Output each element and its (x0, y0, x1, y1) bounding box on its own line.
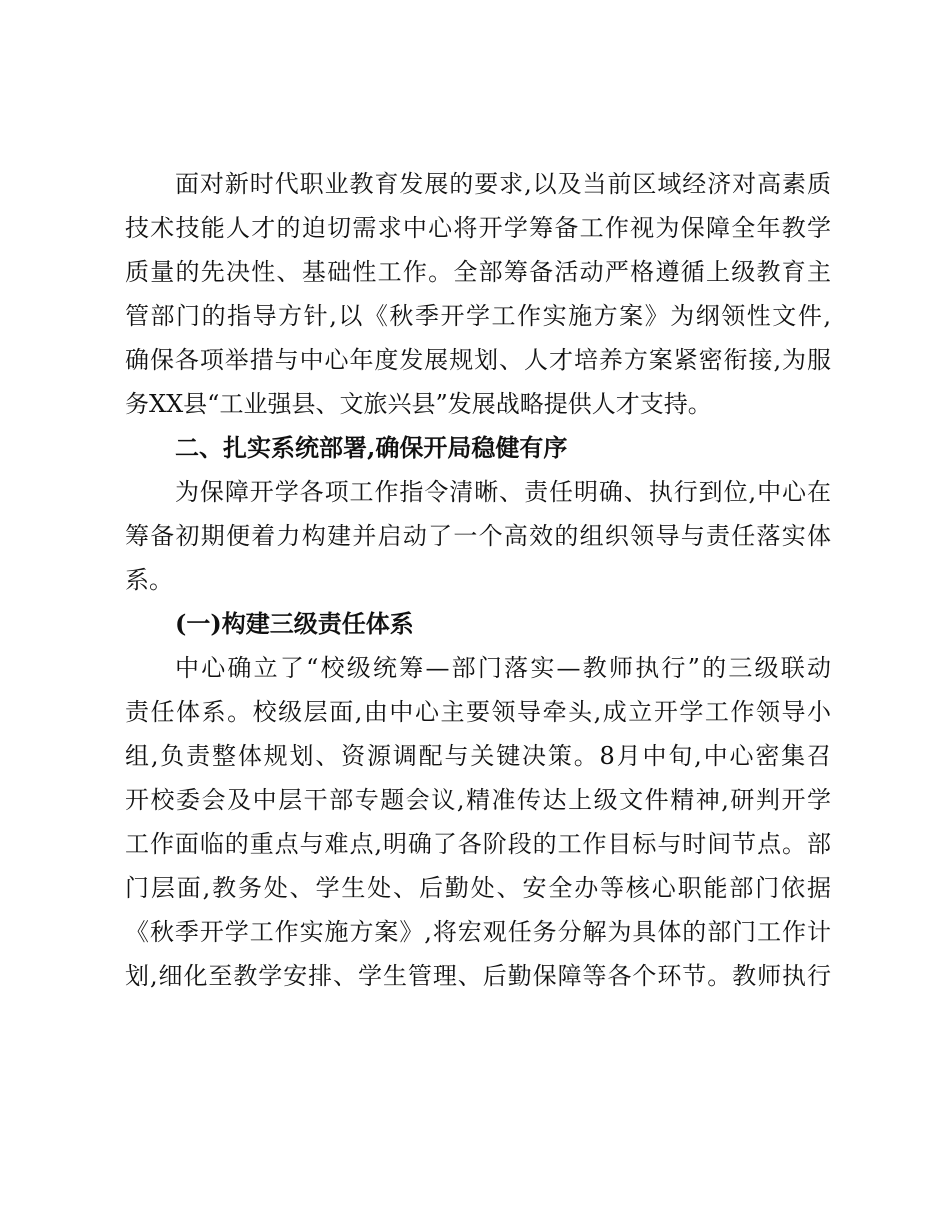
text-line: 确保各项举措与中心年度发展规划、人才培养方案紧密衔接,为服 (125, 346, 831, 374)
text-line: 中心确立了“校级统筹—部门落实—教师执行”的三级联动 (175, 654, 831, 682)
text-line: 组,负责整体规划、资源调配与关键决策。8月中旬,中心密集召 (125, 742, 831, 770)
text-line: 质量的先决性、基础性工作。全部筹备活动严格遵循上级教育主 (125, 258, 831, 286)
text-line: 工作面临的重点与难点,明确了各阶段的工作目标与时间节点。部 (125, 830, 831, 858)
text-line: 系。 (125, 566, 173, 594)
text-line: 划,细化至教学安排、学生管理、后勤保障等各个环节。教师执行 (125, 962, 831, 990)
text-line: 务XX县“工业强县、文旅兴县”发展战略提供人才支持。 (125, 390, 712, 418)
document-page (125, 162, 831, 998)
text-line: 门层面,教务处、学生处、后勤处、安全办等核心职能部门依据 (125, 874, 831, 902)
text-line: 开校委会及中层干部专题会议,精准传达上级文件精神,研判开学 (125, 786, 831, 814)
section-heading: 二、扎实系统部署,确保开局稳健有序 (175, 433, 568, 462)
text-line: 管部门的指导方针,以《秋季开学工作实施方案》为纲领性文件, (125, 302, 831, 330)
text-line: 筹备初期便着力构建并启动了一个高效的组织领导与责任落实体 (125, 522, 831, 550)
text-line: 《秋季开学工作实施方案》,将宏观任务分解为具体的部门工作计 (125, 918, 831, 946)
section-heading: (一)构建三级责任体系 (175, 609, 414, 638)
text-line: 面对新时代职业教育发展的要求,以及当前区域经济对高素质 (175, 170, 831, 198)
text-line: 责任体系。校级层面,由中心主要领导牵头,成立开学工作领导小 (125, 698, 831, 726)
text-line: 技术技能人才的迫切需求中心将开学筹备工作视为保障全年教学 (125, 214, 831, 242)
text-line: 为保障开学各项工作指令清晰、责任明确、执行到位,中心在 (175, 478, 831, 506)
